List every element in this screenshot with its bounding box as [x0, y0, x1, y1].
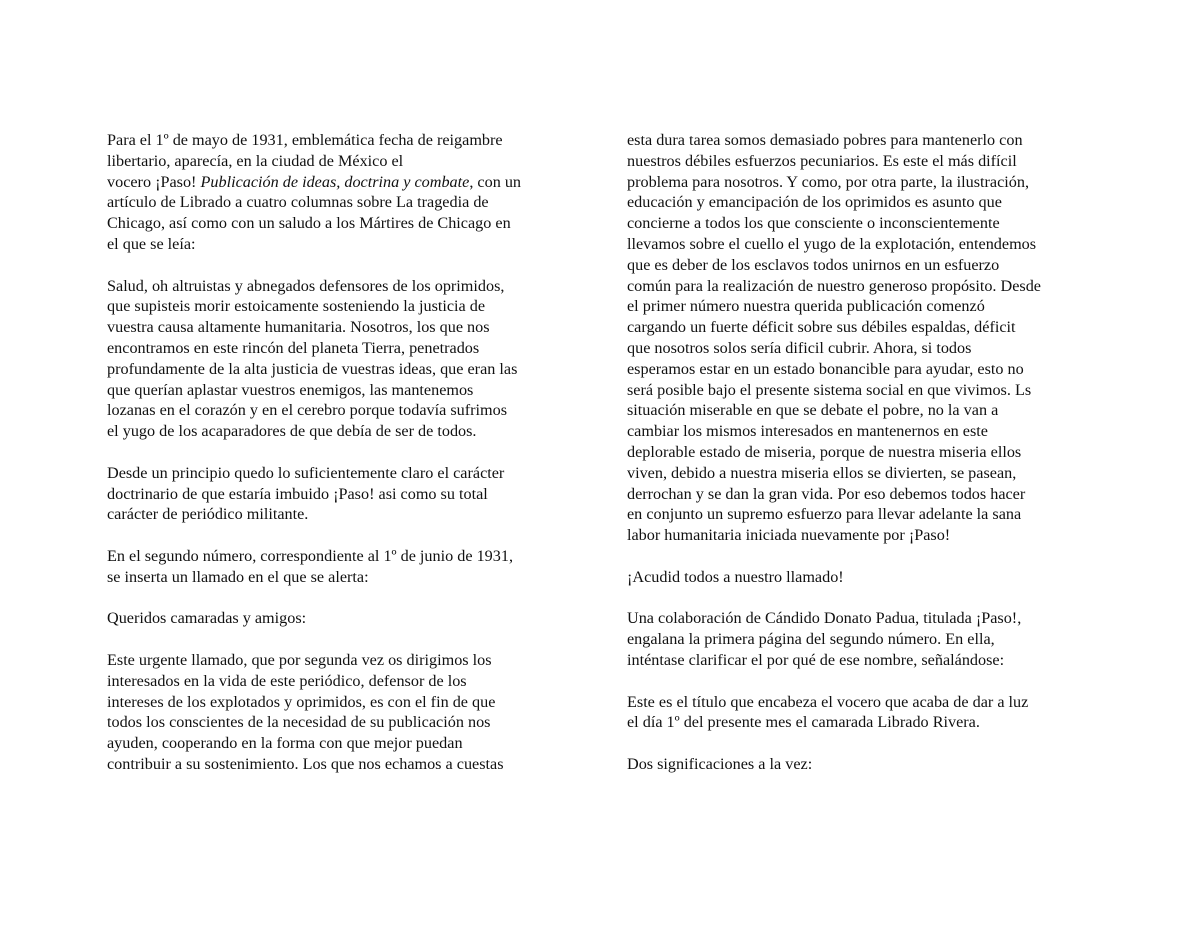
text-line: todos los conscientes de la necesidad de su publicación nos [107, 713, 491, 732]
text-line: vuestra causa altamente humanitaria. Nosotros, los que nos [107, 318, 490, 337]
text-line: Este es el título que encabeza el vocero que acaba de dar a luz [627, 692, 1029, 711]
text-line: concierne a todos los que consciente o inconscientemente [627, 214, 1000, 233]
text-line: Salud, oh altruistas y abnegados defensores de los oprimidos, [107, 276, 505, 295]
text-line: Chicago, así como con un saludo a los Mártires de Chicago en [107, 214, 511, 233]
text-line: que es deber de los esclavos todos unirnos en un esfuerzo [627, 255, 1000, 274]
paragraph-gap [107, 255, 577, 276]
text-line: lozanas en el corazón y en el cerebro porque todavía sufrimos [107, 401, 508, 420]
text-line: esta dura tarea somos demasiado pobres para mantenerlo con [627, 131, 1023, 149]
paragraph-colaboracion [627, 608, 1097, 670]
text-line: se inserta un llamado en el que se alerta: [107, 567, 369, 586]
text-line: común para la realización de nuestro generoso propósito. Desde [627, 276, 1041, 295]
text-line: que supisteis morir estoicamente sosteniendo la justicia de [107, 297, 486, 316]
text-line: viven, debido a nuestra miseria ellos se divierten, se pasean, [627, 463, 1017, 482]
text-line: Desde un principio quedo lo suficientemente claro el carácter [107, 463, 505, 482]
paragraph-salud [107, 276, 577, 442]
text-line: doctrinario de que estaría imbuido ¡Paso! asi como su total [107, 484, 488, 503]
left-column [107, 130, 577, 775]
text-line: contribuir a su sostenimiento. Los que nos echamos a cuestas [107, 754, 504, 773]
text-line: derrochan y se dan la gran vida. Por eso debemos todos hacer [627, 484, 1026, 503]
italic-subtitle: Publicación de ideas, doctrina y combate [200, 172, 470, 191]
text-line: libertario, aparecía, en la ciudad de México el [107, 151, 404, 170]
paragraph-gap [627, 546, 1097, 567]
paragraph-gap [107, 442, 577, 463]
text-line: ¡Acudid todos a nuestro llamado! [627, 567, 844, 586]
text-line: problema para nosotros. Y como, por otra parte, la ilustración, [627, 172, 1030, 191]
paragraph-titulo [627, 692, 1097, 734]
text-line: profundamente de la alta justicia de vuestras ideas, que eran las [107, 359, 518, 378]
text-line: encontramos en este rincón del planeta Tierra, penetrados [107, 338, 480, 357]
text-line: inténtase clarificar el por qué de ese nombre, señalándose: [627, 650, 1005, 669]
text-segment: vocero ¡Paso! [107, 172, 201, 191]
text-line: interesados en la vida de este periódico, defensor de los [107, 671, 467, 690]
text-line-with-italic [107, 172, 577, 193]
text-line: llevamos sobre el cuello el yugo de la explotación, entendemos [627, 234, 1037, 253]
text-line: que querían aplastar vuestros enemigos, las mantenemos [107, 380, 474, 399]
paragraph-gap [107, 588, 577, 609]
text-line: deplorable estado de miseria, porque de nuestra miseria ellos [627, 442, 1022, 461]
paragraph-acudid [627, 567, 1097, 588]
paragraph-gap [627, 733, 1097, 754]
text-line: esperamos estar en un estado bonancible para ayudar, esto no [627, 359, 1024, 378]
text-line: el día 1º del presente mes el camarada Librado Rivera. [627, 713, 980, 732]
paragraph-gap [627, 671, 1097, 692]
paragraph-principio [107, 463, 577, 525]
text-line: cambiar los mismos interesados en mantenernos en este [627, 422, 988, 441]
paragraph-gap [107, 525, 577, 546]
text-line: engalana la primera página del segundo número. En ella, [627, 630, 995, 649]
text-line: Este urgente llamado, que por segunda vez os dirigimos los [107, 650, 492, 669]
text-line: carácter de periódico militante. [107, 505, 309, 524]
text-segment: , con un [469, 172, 522, 191]
paragraph-intro [107, 130, 577, 255]
text-line: ayuden, cooperando en la forma con que mejor puedan [107, 734, 463, 753]
text-line: Una colaboración de Cándido Donato Padua, titulada ¡Paso!, [627, 609, 1022, 628]
text-line: En el segundo número, correspondiente al 1º de junio de 1931, [107, 546, 514, 565]
paragraph-llamado-continued [627, 130, 1097, 546]
paragraph-gap [627, 588, 1097, 609]
text-line: intereses de los explotados y oprimidos, es con el fin de que [107, 692, 496, 711]
text-line: educación y emancipación de los oprimidos es asunto que [627, 193, 1002, 212]
text-line: que nosotros solos sería dificil cubrir. Ahora, si todos [627, 338, 972, 357]
text-line: cargando un fuerte déficit sobre sus débiles espaldas, déficit [627, 318, 1016, 337]
text-line: Para el 1º de mayo de 1931, emblemática fecha de reigambre [107, 131, 503, 149]
paragraph-segundo-numero [107, 546, 577, 588]
text-line: artículo de Librado a cuatro columnas sobre La tragedia de [107, 193, 489, 212]
text-line: Queridos camaradas y amigos: [107, 609, 307, 628]
paragraph-salutation [107, 608, 577, 629]
text-line: será posible bajo el presente sistema social en que vivimos. Ls [627, 380, 1032, 399]
text-line: en conjunto un supremo esfuerzo para llevar adelante la sana [627, 505, 1022, 524]
text-line: el que se leía: [107, 234, 196, 253]
text-line: Dos significaciones a la vez: [627, 754, 813, 773]
text-line: situación miserable en que se debate el pobre, no la van a [627, 401, 999, 420]
paragraph-gap [107, 629, 577, 650]
right-column [627, 130, 1097, 775]
paragraph-significaciones [627, 754, 1097, 775]
text-line: el primer número nuestra querida publicación comenzó [627, 297, 985, 316]
text-line: el yugo de los acaparadores de que debía de ser de todos. [107, 422, 477, 441]
text-line: nuestros débiles esfuerzos pecuniarios. Es este el más difícil [627, 151, 1017, 170]
text-line: labor humanitaria iniciada nuevamente por ¡Paso! [627, 526, 951, 545]
paragraph-llamado [107, 650, 577, 775]
